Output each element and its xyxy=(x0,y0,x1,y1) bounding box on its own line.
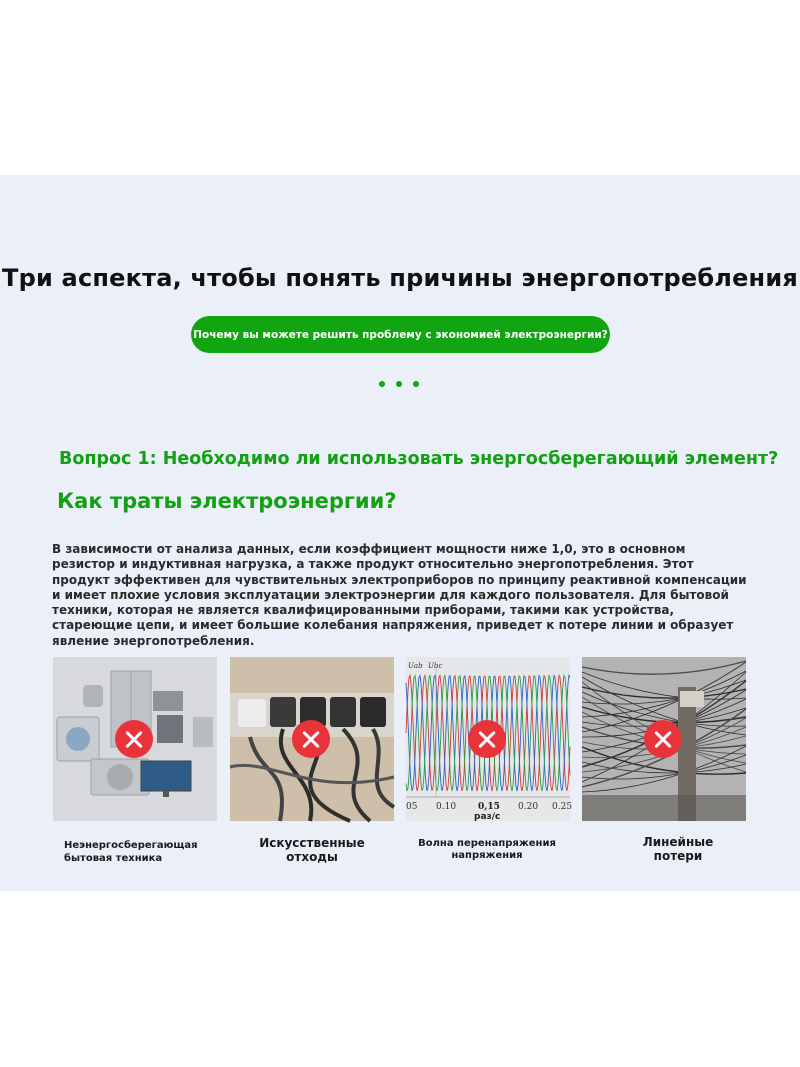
cross-icon xyxy=(644,720,682,758)
caption-line: Волна перенапряжения xyxy=(418,838,556,849)
card-tangled-wires xyxy=(582,657,746,821)
caption-line: напряжения xyxy=(451,850,523,861)
wave-tick: 05 xyxy=(406,802,418,812)
wave-y1-label: Uab xyxy=(408,662,423,670)
question-subtitle: Как траты электроэнергии? xyxy=(57,489,397,513)
wave-y2-label: Ubc xyxy=(428,662,443,670)
caption-tangled-wires xyxy=(618,835,738,863)
cross-icon xyxy=(292,720,330,758)
question-pill-label: Почему вы можете решить проблему с экономией электроэнергии? xyxy=(193,328,608,341)
wave-tick: 0.25 xyxy=(552,802,573,812)
wave-unit: раз/с xyxy=(474,812,501,822)
caption-appliances xyxy=(64,839,198,865)
dot xyxy=(379,381,385,387)
question-title: Вопрос 1: Необходимо ли использовать энергосберегающий элемент? xyxy=(59,449,779,469)
explanation-paragraph: В зависимости от анализа данных, если коэффициент мощности ниже 1,0, это в основном резистор и индуктивная нагрузка, а также продукт относительно энергопотребления. Этот продукт эффективен для чувствительных электроприборов по принципу реактивной компенсации и имеет плохие условия эксплуатации электроэнергии для каждого пользователя. Для бытовой техники, которая не является квалифицированными приборами, такими как устройства, стареющие цепи, и имеет большие колебания напряжения, приведет к потере линии и образует явление энергопотребления. xyxy=(52,542,747,648)
card-waveform xyxy=(406,657,573,822)
page-title: Три аспекта, чтобы понять причины энергопотребления xyxy=(2,264,798,292)
separator-dots xyxy=(379,381,419,387)
caption-line: Неэнергосберегающая xyxy=(64,840,198,851)
wave-tick: 0,15 xyxy=(478,802,500,812)
dot xyxy=(413,381,419,387)
caption-line: Линейные xyxy=(642,835,714,849)
card-appliances xyxy=(53,657,217,821)
caption-power-strip xyxy=(252,836,372,864)
caption-waveform xyxy=(412,838,562,862)
card-power-strip xyxy=(230,657,394,821)
question-pill-button[interactable] xyxy=(191,316,610,353)
cross-icon xyxy=(115,720,153,758)
cross-icon xyxy=(468,720,506,758)
caption-line: отходы xyxy=(286,850,338,864)
dot xyxy=(396,381,402,387)
caption-line: Искусственные xyxy=(259,836,365,850)
wave-tick: 0.20 xyxy=(518,802,539,812)
caption-line: потери xyxy=(653,849,703,863)
caption-line: бытовая техника xyxy=(64,853,163,864)
wave-tick: 0.10 xyxy=(436,802,457,812)
